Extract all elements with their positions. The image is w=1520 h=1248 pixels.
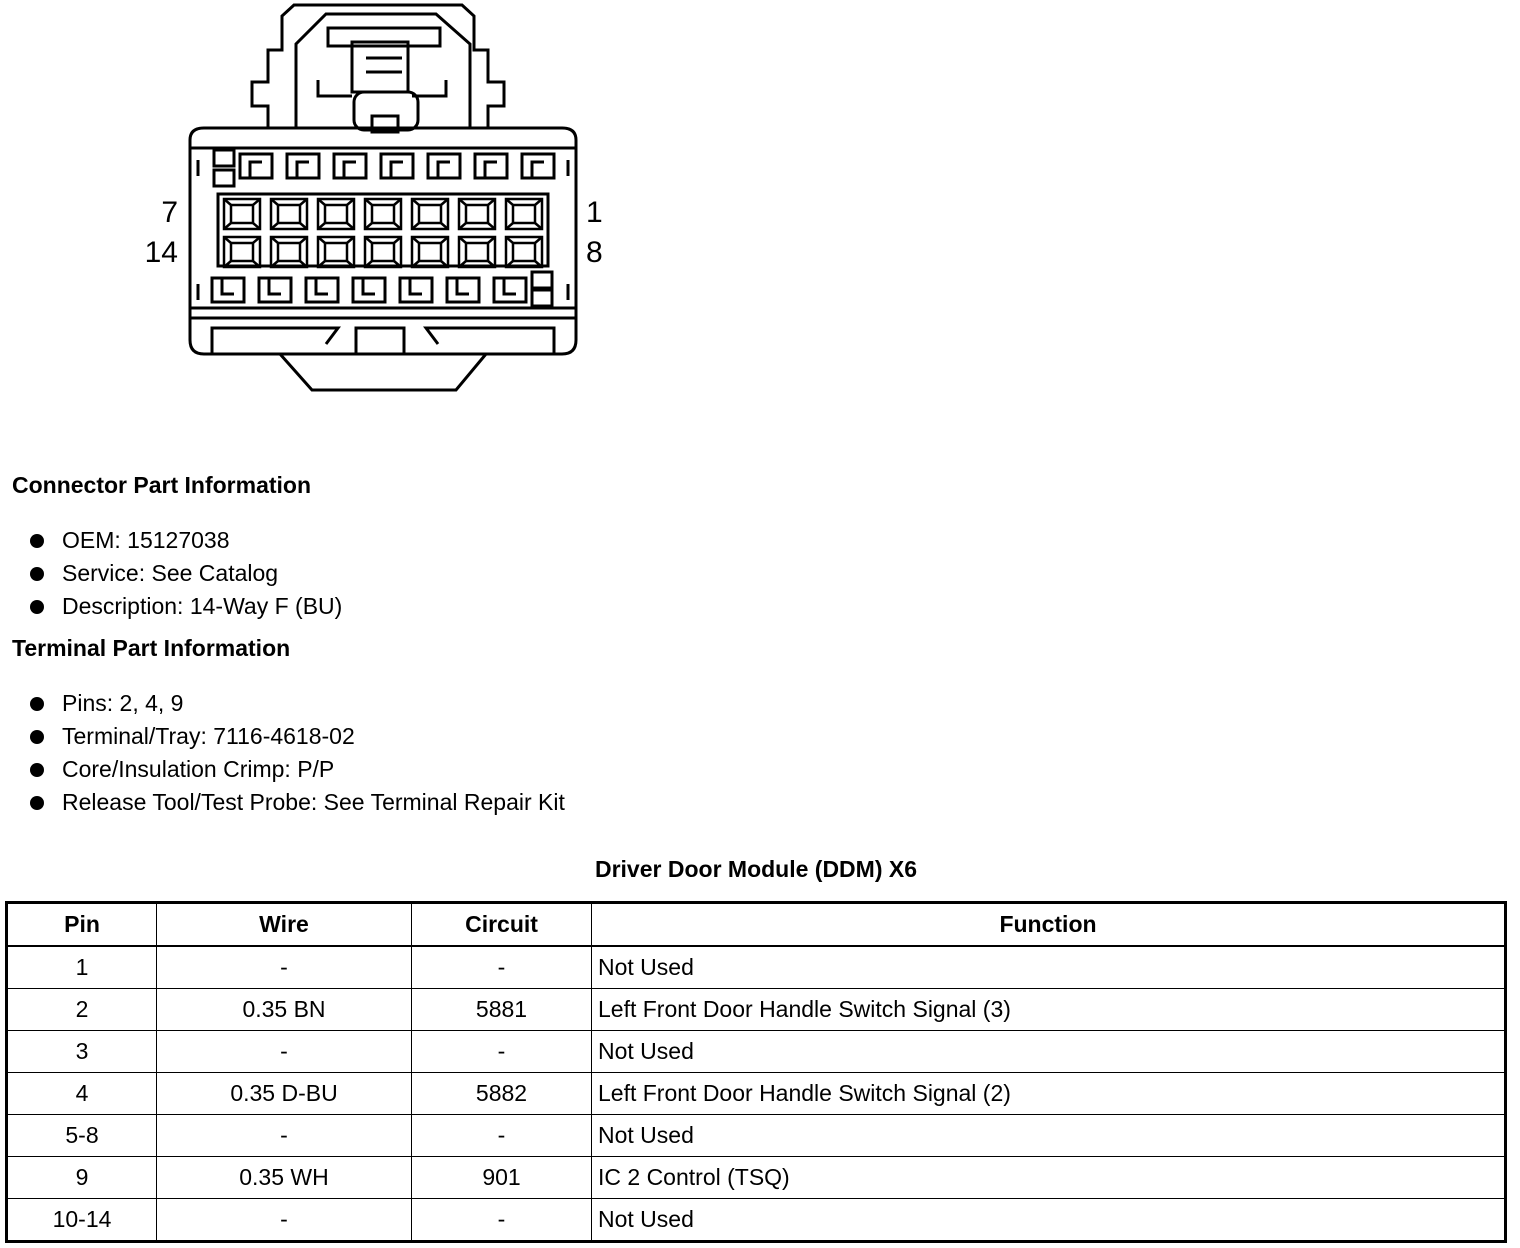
- terminal-lock: [428, 154, 460, 178]
- terminal-lock-tab: [222, 278, 234, 294]
- pin-cavity-bevel: [459, 199, 495, 229]
- pin-cavity-inner: [231, 205, 253, 223]
- terminal-lock: [447, 278, 479, 302]
- pin-cavity-inner: [513, 243, 535, 261]
- connector-face-diagram: [140, 0, 620, 400]
- cell-circuit: -: [412, 1115, 592, 1157]
- terminal-part-heading: Terminal Part Information: [12, 635, 291, 661]
- table-row: [7, 946, 1506, 989]
- cell-wire: -: [157, 1199, 412, 1242]
- pin-label-8: 8: [586, 236, 603, 269]
- table-row: [7, 1073, 1506, 1115]
- cell-function: IC 2 Control (TSQ): [592, 1157, 1506, 1199]
- connector-part-list: [30, 524, 342, 623]
- terminal-part-list: [30, 687, 565, 819]
- cell-function: Not Used: [592, 1199, 1506, 1242]
- terminal-lock: [494, 278, 526, 302]
- pin-label-1: 1: [586, 196, 603, 229]
- cell-circuit: 901: [412, 1157, 592, 1199]
- cell-pin: 9: [7, 1157, 157, 1199]
- pin-cavity-inner: [466, 243, 488, 261]
- table-title: Driver Door Module (DDM) X6: [594, 856, 918, 882]
- pin-label-7: 7: [161, 196, 178, 229]
- pin-cavity-bevel: [318, 237, 354, 267]
- cell-wire: -: [157, 946, 412, 989]
- cell-circuit: -: [412, 946, 592, 989]
- cell-wire: -: [157, 1115, 412, 1157]
- list-item: Terminal/Tray: 7116-4618-02: [30, 720, 565, 753]
- cell-pin: 1: [7, 946, 157, 989]
- cell-wire: 0.35 WH: [157, 1157, 412, 1199]
- pin-cavity-bevel: [365, 199, 401, 229]
- pin-cavity-bevel: [365, 237, 401, 267]
- cell-pin: 10-14: [7, 1199, 157, 1242]
- table-row: [7, 1115, 1506, 1157]
- terminal-lock-tab: [457, 278, 469, 294]
- terminal-lock: [212, 278, 244, 302]
- list-item: OEM: 15127038: [30, 524, 342, 557]
- column-header-circuit: Circuit: [412, 903, 592, 947]
- terminal-lock: [522, 154, 554, 178]
- terminal-lock: [475, 154, 507, 178]
- table-row: [7, 1031, 1506, 1073]
- pin-cavity-bevel: [224, 199, 260, 229]
- cell-pin: 3: [7, 1031, 157, 1073]
- pin-cavity-inner: [325, 243, 347, 261]
- pin-cavity-bevel: [318, 199, 354, 229]
- column-header-function: Function: [592, 903, 1506, 947]
- terminal-lock: [240, 154, 272, 178]
- cell-wire: -: [157, 1031, 412, 1073]
- list-item: Service: See Catalog: [30, 557, 342, 590]
- terminal-lock-tab: [391, 162, 403, 178]
- cell-function: Left Front Door Handle Switch Signal (3): [592, 989, 1506, 1031]
- column-header-pin: Pin: [7, 903, 157, 947]
- terminal-lock-tab: [410, 278, 422, 294]
- table-row: [7, 989, 1506, 1031]
- terminal-lock-tab: [250, 162, 262, 178]
- cell-wire: 0.35 D-BU: [157, 1073, 412, 1115]
- pin-cavity-inner: [466, 205, 488, 223]
- cell-circuit: 5882: [412, 1073, 592, 1115]
- terminal-lock-tab: [344, 162, 356, 178]
- list-item: Pins: 2, 4, 9: [30, 687, 565, 720]
- terminal-lock-tab: [269, 278, 281, 294]
- column-header-wire: Wire: [157, 903, 412, 947]
- pin-cavity-inner: [372, 243, 394, 261]
- terminal-lock-tab: [316, 278, 328, 294]
- pin-cavity-bevel: [271, 237, 307, 267]
- pin-label-14: 14: [144, 236, 178, 269]
- cell-circuit: -: [412, 1031, 592, 1073]
- pin-cavity-inner: [325, 205, 347, 223]
- pin-cavity-bevel: [271, 199, 307, 229]
- pin-cavity-bevel: [412, 199, 448, 229]
- terminal-lock-tab: [363, 278, 375, 294]
- terminal-lock-tab: [532, 162, 544, 178]
- pin-cavity-bevel: [459, 237, 495, 267]
- cell-function: Left Front Door Handle Switch Signal (2): [592, 1073, 1506, 1115]
- cell-wire: 0.35 BN: [157, 989, 412, 1031]
- pin-cavity-inner: [419, 243, 441, 261]
- pin-cavity-inner: [513, 205, 535, 223]
- cell-circuit: -: [412, 1199, 592, 1242]
- terminal-lock: [259, 278, 291, 302]
- terminal-lock: [306, 278, 338, 302]
- cell-function: Not Used: [592, 1031, 1506, 1073]
- cell-function: Not Used: [592, 1115, 1506, 1157]
- pin-cavity-bevel: [224, 237, 260, 267]
- terminal-lock-tab: [504, 278, 516, 294]
- table-row: [7, 1199, 1506, 1242]
- list-item: Description: 14-Way F (BU): [30, 590, 342, 623]
- pin-cavity-inner: [419, 205, 441, 223]
- cell-circuit: 5881: [412, 989, 592, 1031]
- terminal-lock-tab: [438, 162, 450, 178]
- terminal-lock: [353, 278, 385, 302]
- pinout-table: [5, 901, 1507, 1243]
- cell-pin: 5-8: [7, 1115, 157, 1157]
- connector-part-heading: Connector Part Information: [12, 472, 312, 498]
- pin-cavity-bevel: [412, 237, 448, 267]
- pin-cavity-bevel: [506, 199, 542, 229]
- terminal-lock: [400, 278, 432, 302]
- terminal-lock-tab: [485, 162, 497, 178]
- terminal-lock-tab: [297, 162, 309, 178]
- terminal-lock: [334, 154, 366, 178]
- pin-cavity-inner: [372, 205, 394, 223]
- table-row: [7, 1157, 1506, 1199]
- terminal-lock: [287, 154, 319, 178]
- cell-pin: 2: [7, 989, 157, 1031]
- terminal-lock: [381, 154, 413, 178]
- pin-cavity-inner: [278, 243, 300, 261]
- list-item: Core/Insulation Crimp: P/P: [30, 753, 565, 786]
- pin-cavity-bevel: [506, 237, 542, 267]
- list-item: Release Tool/Test Probe: See Terminal Repair Kit: [30, 786, 565, 819]
- cell-pin: 4: [7, 1073, 157, 1115]
- pin-cavity-inner: [231, 243, 253, 261]
- cell-function: Not Used: [592, 946, 1506, 989]
- table-header-row: [7, 903, 1506, 947]
- pin-cavity-inner: [278, 205, 300, 223]
